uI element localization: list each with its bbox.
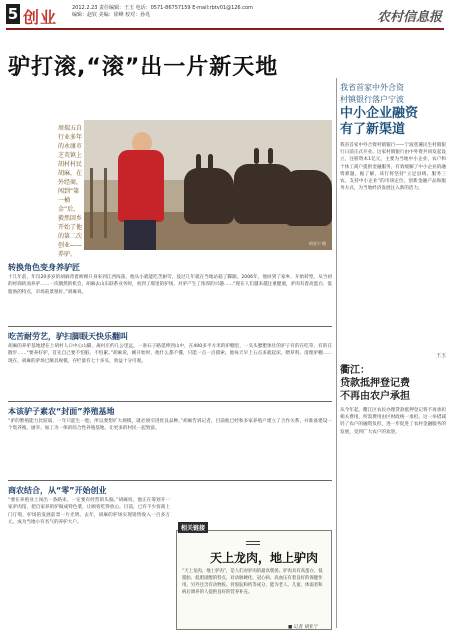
section-title: 创业 xyxy=(23,8,58,27)
farmer-legs xyxy=(124,220,156,250)
section-3-title: 本该驴子素农“封面”养殖基地 xyxy=(8,407,115,416)
donkey-ear xyxy=(254,148,259,164)
page-number: 5 xyxy=(7,5,19,23)
related-tag: 相关链接 xyxy=(178,522,208,533)
related-body: “天上龙肉，地上驴肉”，是人们对驴肉的最高褒扬。驴肉具有高蛋白、低脂肪、低胆固醇的特点，对动脉硬化、冠心病、高血压有着良好的保健作用。另外还含有动物胶、骨胶朊和钙等成分，能为老人、儿童、体弱者和病后调养的人提供良好的营养补充。 xyxy=(182,569,323,595)
section-4-body: “要在养殖业上闯出一条路来，一定要有经营的头脑。”胡麻说，他正在筹划开一家驴肉馆，把自家养的驴做成特色菜，让顾客吃得放心。目前，已有不少客商上门订购，驴场的发展前景一片光明。去年，胡麻的驴场实现销售收入一百多万元，成为当地小有名气的养驴大户。 xyxy=(8,498,170,526)
donkey-ear xyxy=(208,154,213,170)
section-2-title: 吃苦耐劳艺，驴扫脚眼天快乐翻叫 xyxy=(8,332,128,341)
donkey xyxy=(184,168,234,224)
masthead-rule xyxy=(6,28,444,30)
section-1-title: 转换角色变身养驴匠 xyxy=(8,263,80,272)
right-head-1: 我省首家中外合资 xyxy=(340,83,404,92)
article-photo xyxy=(84,120,332,250)
right-head-1b: 村镇银行落户宁波 xyxy=(340,95,404,104)
main-headline: 驴打滚,“滚”出一片新天地 xyxy=(8,55,279,80)
section-4-title: 商农结合，从“零”开始创业 xyxy=(8,486,107,495)
paper-name: 农村信息报 xyxy=(376,10,442,25)
right-column xyxy=(340,82,446,547)
photo-caption: 胡亚宁 摄 xyxy=(308,241,326,246)
section-3-body: “驴的繁殖能力比较弱，一年只能生一胎，所以要想扩大规模，就必须引进优良品种。”胡麻告诉记者，目前他已经和多家养殖户建立了合作关系，并准备建设一个集养殖、屠宰、加工为一体的综合性养殖基地，让更多的村民一起致富。 xyxy=(8,419,332,432)
fence-post xyxy=(104,168,107,238)
right-head-2b: 有了新渠道 xyxy=(340,122,406,137)
donkey-ear xyxy=(268,148,273,164)
article-signoff: ■ 记者 胡亚宁 xyxy=(288,625,319,630)
right-signature: 王玉 xyxy=(435,353,446,359)
donkey-ear xyxy=(196,154,201,170)
fence-post xyxy=(90,168,93,238)
lead-quote: 周瑞五自行业多年的永康市芝英镇上胡村村民胡麻，在外经商，闯到“第一桶金”后，毅然回乡开始了他的第二次创业——养驴。 xyxy=(58,125,83,258)
masthead-meta xyxy=(72,5,302,19)
farmer-body xyxy=(118,150,164,222)
right-sub-2: 贷款抵押登记费 xyxy=(340,378,410,389)
donkey xyxy=(284,170,332,226)
ornament xyxy=(246,541,260,545)
right-body: 我省首家中外合资村镇银行——宁波慈溪民生村镇银行日前正式开业。这家村镇银行由中外资共同发起设立，注册资本1亿元，主要为当地中小企业、农户和个体工商户提供金融服务，有效缓解了中小企业的融资难题。据了解，该行将坚持“立足县域、服务三农、支持中小企业”的市场定位，创新金融产品和服务方式，为当地经济发展注入新的活力。 xyxy=(340,143,446,192)
divider xyxy=(8,326,332,327)
right-sub-1: 衢江： xyxy=(340,365,370,376)
section-1-body: 十几年前，年仅20多岁的胡麻背着被褥只身来到江西闯荡。他从小就能吃苦耐劳，没过几年就在当地站稳了脚跟。2006年，他回到了家乡，开始转型，从当初的经商转而养驴……一次偶然的机会，胡麻去山东联系业务时，看到了那里的驴场，对驴产生了浓厚的兴趣……“现在人们越来越注重健康，驴肉有着高蛋白、低脂肪的特点，市场前景很好。”胡麻说。 xyxy=(8,275,332,295)
section-2-body: 胡麻的养驴基地建在上胡村人口中心山脚，离村庄约几公里远，一条石子路延伸到山中，在400多平方米的驴棚里，一头头膘肥体壮的驴子有的在吃草，有的在散步……“要养好驴，首先自己要不怕脏、不怕累。”胡麻说，刚开始时，他什么都不懂，只能一点一点摸索。他每天早上五点多就起床，喂草料、清理驴棚……现在，胡麻的驴场已颇具规模，存栏量有七十多头，效益十分可观。 xyxy=(8,344,332,364)
column-rule xyxy=(336,78,337,628)
right-sub-body: 从今年起，衢江区农民办理贷款抵押登记将不再承担相关费用，所需费用由区财政统一承担。这一举措减轻了农户的融资负担，进一步促进了农村金融服务的发展，受到广大农户的欢迎。 xyxy=(340,408,446,435)
divider xyxy=(8,480,332,481)
meta-line-1: 2012.2.23 责任编辑：王玉 电话：0571-86757159 E-mail:rbtv01@126.com xyxy=(72,5,253,11)
right-sub-3: 不再由农户承担 xyxy=(340,391,410,402)
right-head-2: 中小企业融资 xyxy=(340,106,419,121)
meta-line-2: 编辑：赵钦 美编：徐峰 校对：孙兆 xyxy=(72,12,151,18)
related-title: 天上龙肉，地上驴肉 xyxy=(210,551,319,565)
divider xyxy=(8,401,332,402)
masthead xyxy=(6,4,446,28)
